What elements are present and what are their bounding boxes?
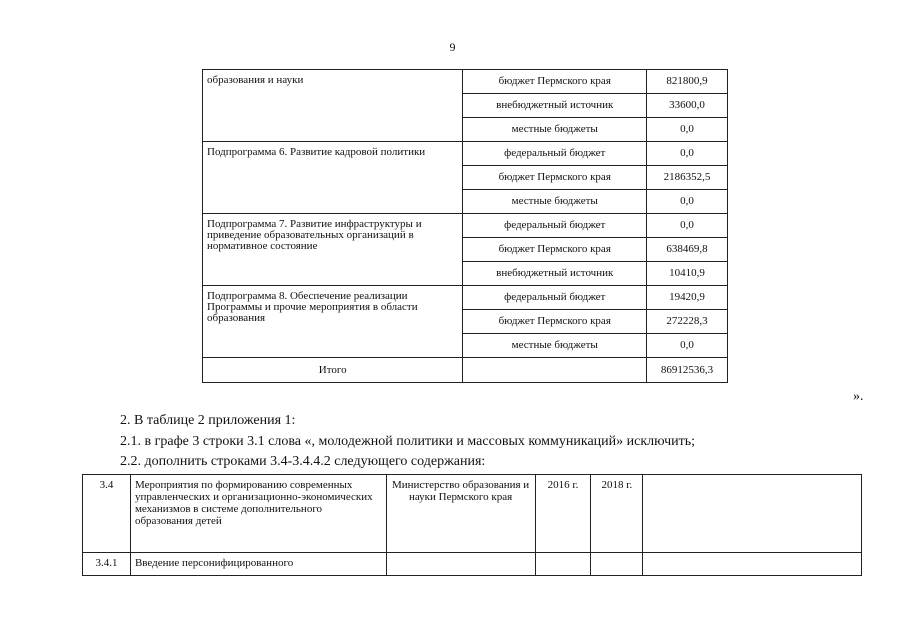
funding-source: федеральный бюджет <box>463 286 647 310</box>
start-year <box>535 553 591 576</box>
result-cell <box>643 475 862 553</box>
paragraph-table2: 2. В таблице 2 приложения 1: <box>120 413 296 428</box>
funding-amount: 33600,0 <box>647 94 728 118</box>
subprogram-name: образования и науки <box>203 70 463 142</box>
subprogram-name: Подпрограмма 6. Развитие кадровой политики <box>203 142 463 214</box>
funding-amount: 2186352,5 <box>647 166 728 190</box>
total-row <box>203 358 728 383</box>
funding-amount: 0,0 <box>647 190 728 214</box>
total-amount: 86912536,3 <box>647 358 728 383</box>
funding-amount: 10410,9 <box>647 262 728 286</box>
event-name: Введение персонифицированного <box>130 553 386 576</box>
start-year: 2016 г. <box>535 475 591 553</box>
closing-quote: ». <box>853 389 864 404</box>
end-year: 2018 г. <box>591 475 643 553</box>
funding-source: федеральный бюджет <box>463 142 647 166</box>
page-number: 9 <box>449 40 456 54</box>
funding-amount: 0,0 <box>647 214 728 238</box>
paragraph-column3: 2.1. в графе 3 строки 3.1 слова «, молодежной политики и массовых коммуникаций» исключить; <box>120 434 695 449</box>
funding-source: бюджет Пермского края <box>463 238 647 262</box>
funding-amount: 0,0 <box>647 118 728 142</box>
funding-amount: 638469,8 <box>647 238 728 262</box>
table-row <box>83 475 862 553</box>
funding-amount: 272228,3 <box>647 310 728 334</box>
event-name: Мероприятия по формированию современных управленческих и организационно-экономических механизмов в системе дополнительного образования детей <box>130 475 386 553</box>
budget-table <box>202 69 728 383</box>
funding-amount: 821800,9 <box>647 70 728 94</box>
table-row <box>203 70 728 94</box>
funding-source: внебюджетный источник <box>463 94 647 118</box>
paragraph-add-rows: 2.2. дополнить строками 3.4-3.4.4.2 следующего содержания: <box>120 454 486 469</box>
total-label: Итого <box>203 358 463 383</box>
funding-source: бюджет Пермского края <box>463 310 647 334</box>
table-row <box>203 142 728 166</box>
result-cell <box>643 553 862 576</box>
end-year <box>591 553 643 576</box>
additional-rows-table <box>82 474 862 576</box>
funding-amount: 0,0 <box>647 334 728 358</box>
funding-source: бюджет Пермского края <box>463 166 647 190</box>
table-row <box>203 286 728 310</box>
funding-source: местные бюджеты <box>463 118 647 142</box>
table-row <box>83 553 862 576</box>
funding-amount: 0,0 <box>647 142 728 166</box>
executor <box>386 553 535 576</box>
funding-amount: 19420,9 <box>647 286 728 310</box>
total-empty-cell <box>463 358 647 383</box>
table-row <box>203 214 728 238</box>
funding-source: бюджет Пермского края <box>463 70 647 94</box>
row-number: 3.4.1 <box>83 553 131 576</box>
row-number: 3.4 <box>83 475 131 553</box>
funding-source: федеральный бюджет <box>463 214 647 238</box>
executor: Министерство образования и науки Пермского края <box>386 475 535 553</box>
funding-source: местные бюджеты <box>463 190 647 214</box>
subprogram-name: Подпрограмма 8. Обеспечение реализации Программы и прочие мероприятия в области образования <box>203 286 463 358</box>
funding-source: местные бюджеты <box>463 334 647 358</box>
subprogram-name: Подпрограмма 7. Развитие инфраструктуры и приведение образовательных организаций в нормативное состояние <box>203 214 463 286</box>
funding-source: внебюджетный источник <box>463 262 647 286</box>
